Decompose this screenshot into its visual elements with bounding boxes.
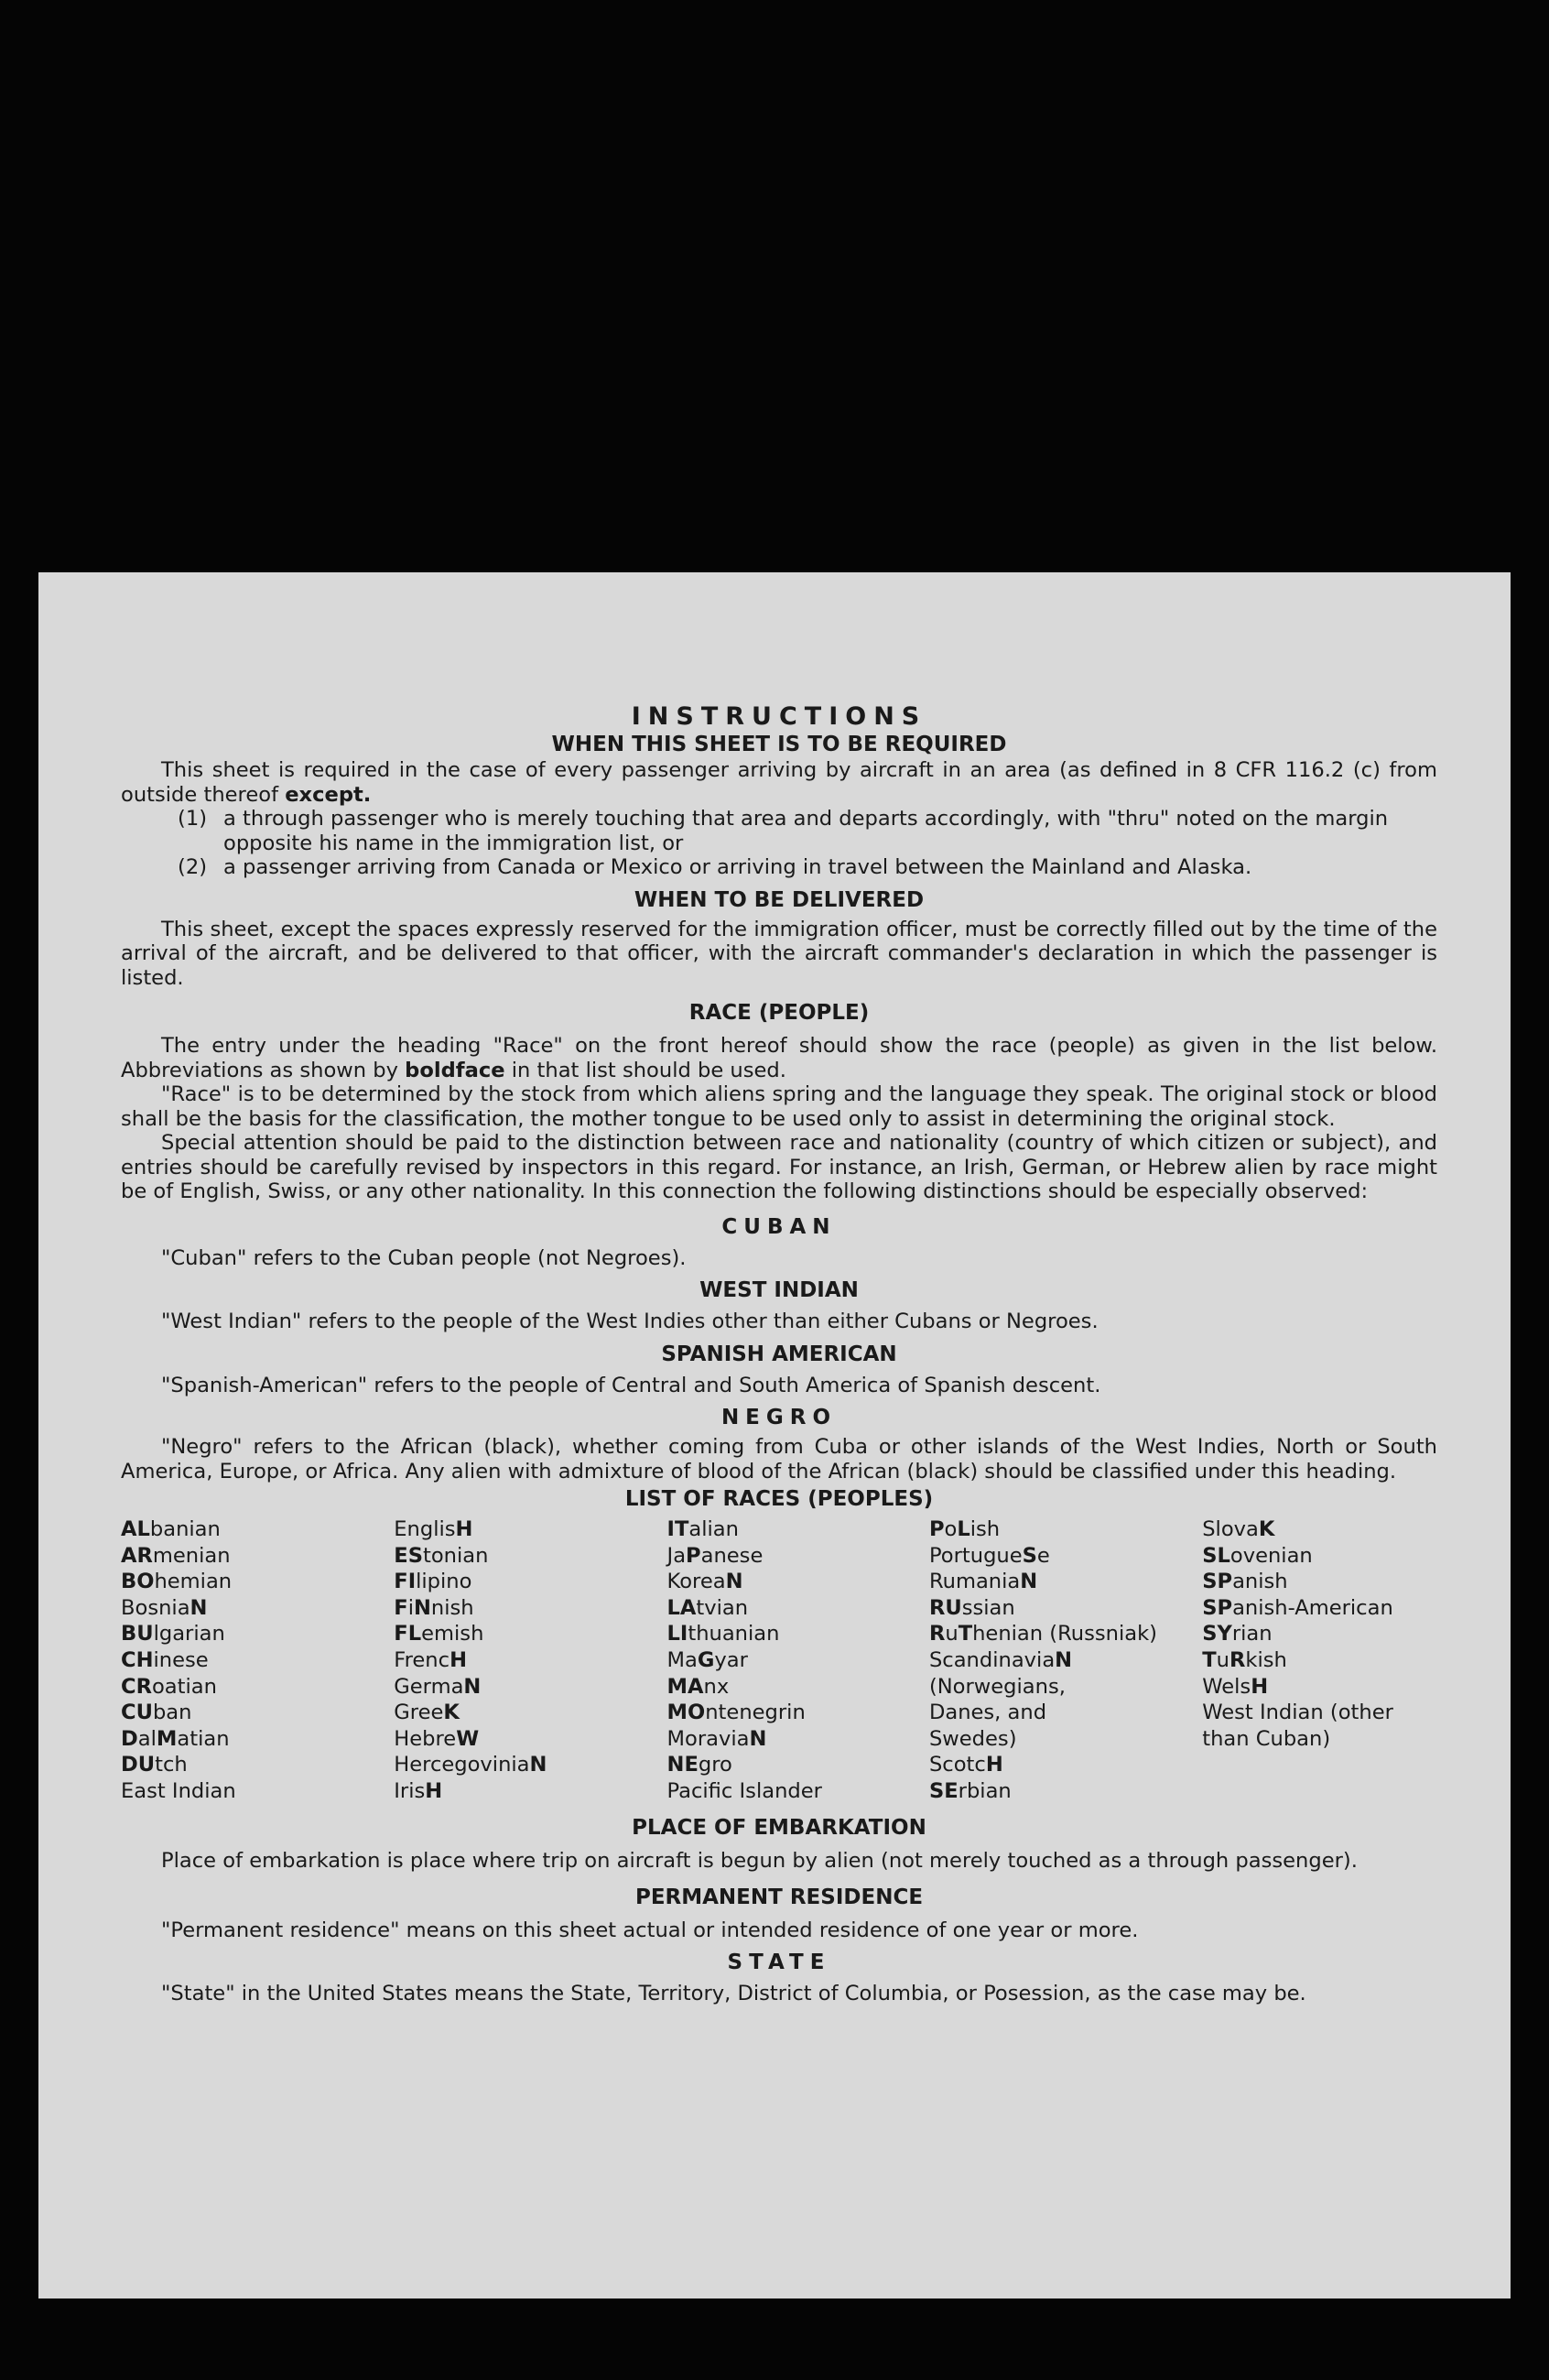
race-abbrev: K	[1258, 1517, 1275, 1541]
race-item	[667, 1778, 929, 1805]
race-item	[1202, 1543, 1437, 1570]
race-text: emish	[421, 1622, 484, 1646]
race-paragraph-2: "Race" is to be determined by the stock from which aliens spring and the language they speak. The original stock or blood shall be the basis for the classification, the mother tongue to be used only to assist in determining the original stock.	[121, 1082, 1437, 1131]
race-abbrev: N	[1020, 1570, 1038, 1594]
race-text: (Norwegians, Danes, and Swedes)	[928, 1674, 1066, 1751]
state-text: "State" in the United States means the State, Territory, District of Columbia, or Posession, as the case may be.	[161, 1981, 1306, 2005]
exception-number: (2)	[178, 855, 208, 879]
race-item	[394, 1647, 666, 1674]
race-text: tvian	[696, 1595, 749, 1620]
race-item	[667, 1674, 929, 1701]
race-p1-after: in that list should be used.	[504, 1058, 786, 1082]
race-item	[121, 1647, 394, 1674]
race-text: Gree	[394, 1701, 444, 1725]
race-text: Englis	[394, 1517, 456, 1541]
race-text: lgarian	[153, 1622, 225, 1646]
race-text: nish	[430, 1595, 474, 1620]
when-required-intro	[121, 758, 1437, 807]
race-text: tonian	[422, 1543, 489, 1568]
race-abbrev: NE	[666, 1753, 699, 1777]
race-abbrev: DU	[121, 1753, 156, 1777]
race-item	[667, 1543, 929, 1570]
heading-west-indian: WEST INDIAN	[699, 1278, 859, 1302]
race-paragraph-3: Special attention should be paid to the distinction between race and nationality (country of which citizen or subject), and entries should be carefully revised by inspectors in this regard. For instance, an Irish, German, or Hebrew alien by race might be of English, Swiss, or any other nationality. In this connection the following distinctions should be especially observed:	[121, 1131, 1437, 1203]
exception-text: a passenger arriving from Canada or Mexico or arriving in travel between the Mainland and Alaska.	[223, 855, 1252, 879]
race-text: Scotc	[928, 1753, 986, 1777]
heading-cuban: CUBAN	[721, 1214, 837, 1239]
race-abbrev: H	[985, 1753, 1003, 1777]
race-item	[394, 1778, 666, 1805]
heading-when-delivered: WHEN TO BE DELIVERED	[634, 887, 925, 912]
race-text: Hebre	[394, 1726, 457, 1751]
exception-list	[121, 807, 1437, 880]
races-column	[1202, 1516, 1437, 1805]
race-abbrev: FI	[394, 1570, 417, 1594]
exception-item	[121, 807, 1437, 855]
race-text: Korea	[666, 1570, 726, 1594]
heading-when-required: WHEN THIS SHEET IS TO BE REQUIRED	[551, 733, 1007, 756]
race-text: kish	[1245, 1647, 1287, 1672]
cuban-text: "Cuban" refers to the Cuban people (not Negroes).	[161, 1245, 687, 1270]
races-column	[667, 1516, 929, 1805]
permanent-residence-text: "Permanent residence" means on this sheet actual or intended residence of one year or more.	[161, 1918, 1139, 1943]
race-text: oatian	[151, 1674, 217, 1699]
instruction-sheet	[38, 572, 1511, 2298]
race-item	[929, 1595, 1202, 1622]
race-item	[121, 1726, 394, 1753]
races-column	[121, 1516, 394, 1805]
race-abbrev: H	[425, 1778, 443, 1803]
race-abbrev: L	[957, 1517, 970, 1541]
race-abbrev: P	[928, 1517, 945, 1541]
race-text: atian	[177, 1726, 230, 1751]
race-abbrev: AR	[121, 1543, 153, 1568]
race-abbrev: S	[1022, 1543, 1037, 1568]
race-text: thuanian	[688, 1622, 780, 1646]
race-abbrev: BU	[121, 1622, 154, 1646]
race-item	[929, 1516, 1202, 1543]
race-item	[394, 1621, 666, 1647]
race-text: alian	[688, 1517, 739, 1541]
race-abbrev: T	[1202, 1647, 1217, 1672]
when-delivered-text: This sheet, except the spaces expressly reserved for the immigration officer, must be correctly filled out by the time of the arrival of the aircraft, and be delivered to that officer, with the aircraft commander's declaration in which the passenger is listed.	[121, 917, 1437, 990]
race-text: anish-American	[1232, 1595, 1393, 1620]
race-text: Bosnia	[121, 1595, 190, 1620]
race-text: Moravia	[666, 1726, 750, 1751]
race-item	[394, 1569, 666, 1595]
race-item	[121, 1752, 394, 1778]
race-abbrev: BO	[121, 1570, 155, 1594]
race-abbrev: N	[749, 1726, 767, 1751]
spanish-american-text: "Spanish-American" refers to the people of Central and South America of Spanish descent.	[161, 1373, 1101, 1397]
race-text: Scandinavia	[928, 1647, 1056, 1672]
race-text: menian	[152, 1543, 231, 1568]
race-abbrev: T	[958, 1622, 973, 1646]
race-item	[667, 1516, 929, 1543]
race-text: nx	[703, 1674, 730, 1699]
race-p1-before: The entry under the heading "Race" on the front hereof should show the race (people) as given in the list below. Abbreviations as shown by	[121, 1034, 1437, 1082]
race-item	[394, 1543, 666, 1570]
heading-permanent-residence: PERMANENT RESIDENCE	[634, 1886, 924, 1910]
race-item	[121, 1516, 394, 1543]
race-abbrev: FL	[394, 1622, 422, 1646]
race-item	[929, 1569, 1202, 1595]
race-item	[1202, 1621, 1437, 1647]
race-abbrev: CR	[121, 1674, 152, 1699]
race-abbrev: F	[394, 1595, 408, 1620]
race-text: Portugue	[928, 1543, 1023, 1568]
race-item	[929, 1647, 1202, 1752]
race-item	[121, 1543, 394, 1570]
race-item	[667, 1569, 929, 1595]
race-text: u	[945, 1622, 959, 1646]
race-item	[929, 1621, 1202, 1647]
race-abbrev: R	[1229, 1647, 1246, 1672]
race-text: rbian	[958, 1778, 1012, 1803]
race-item	[929, 1778, 1202, 1805]
race-abbrev: H	[455, 1517, 473, 1541]
race-abbrev: M	[156, 1726, 178, 1751]
race-item	[929, 1752, 1202, 1778]
race-item	[394, 1700, 666, 1726]
race-item	[121, 1674, 394, 1701]
race-item	[394, 1752, 666, 1778]
race-text: inese	[153, 1647, 209, 1672]
race-abbrev: CU	[121, 1701, 153, 1725]
race-abbrev: G	[697, 1647, 715, 1672]
race-abbrev: D	[121, 1726, 138, 1751]
race-text: Germa	[394, 1674, 464, 1699]
race-abbrev: H	[1251, 1674, 1269, 1699]
race-text: banian	[149, 1517, 221, 1541]
race-text: ovenian	[1229, 1543, 1313, 1568]
race-text: hemian	[154, 1570, 233, 1594]
race-item	[929, 1543, 1202, 1570]
race-item	[1202, 1516, 1437, 1543]
races-column	[929, 1516, 1202, 1805]
race-abbrev: R	[928, 1622, 946, 1646]
heading-race: RACE (PEOPLE)	[688, 1001, 870, 1025]
race-text: gro	[698, 1753, 732, 1777]
race-abbrev: SP	[1202, 1595, 1233, 1620]
race-text: Slova	[1202, 1517, 1259, 1541]
heading-negro: NEGRO	[720, 1406, 838, 1429]
race-text: yar	[714, 1647, 748, 1672]
west-indian-text: "West Indian" refers to the people of the West Indies other than either Cubans or Negroes.	[161, 1310, 1099, 1333]
race-abbrev: LA	[666, 1595, 697, 1620]
race-text: anese	[700, 1543, 764, 1568]
when-required-intro-text: This sheet is required in the case of every passenger arriving by aircraft in an area (as defined in 8 CFR 116.2 (c) from outside thereof	[121, 758, 1437, 807]
race-abbrev: SE	[928, 1778, 959, 1803]
embarkation-text: Place of embarkation is place where trip on aircraft is begun by alien (not merely touched as a through passenger).	[161, 1848, 1358, 1873]
race-text: tch	[155, 1753, 188, 1777]
race-item	[121, 1595, 394, 1622]
race-text: Hercegovinia	[394, 1753, 530, 1777]
race-item	[121, 1700, 394, 1726]
race-item	[394, 1516, 666, 1543]
exception-item	[121, 855, 1437, 880]
page-title: INSTRUCTIONS	[631, 702, 927, 731]
race-abbrev: AL	[121, 1517, 150, 1541]
race-item	[1202, 1700, 1437, 1752]
race-text: Frenc	[394, 1647, 450, 1672]
exception-text: a through passenger who is merely touching that area and departs accordingly, with "thru" noted on the margin opposite his name in the immigration list, or	[223, 807, 1389, 855]
race-text: Ma	[666, 1647, 698, 1672]
race-text: ban	[152, 1701, 192, 1725]
race-item	[1202, 1569, 1437, 1595]
race-text: Pacific Islander	[666, 1778, 822, 1803]
race-item	[1202, 1595, 1437, 1622]
race-text: u	[1216, 1647, 1229, 1672]
race-text: Rumania	[928, 1570, 1021, 1594]
race-abbrev: ES	[394, 1543, 423, 1568]
negro-text: "Negro" refers to the African (black), whether coming from Cuba or other islands of the West Indies, North or South America, Europe, or Africa. Any alien with admixture of blood of the African (black) should be classified under this heading.	[121, 1435, 1437, 1483]
race-abbrev: LI	[666, 1622, 688, 1646]
race-item	[667, 1621, 929, 1647]
races-list	[121, 1516, 1437, 1805]
race-item	[394, 1674, 666, 1701]
race-abbrev: SL	[1202, 1543, 1230, 1568]
race-text: e	[1036, 1543, 1050, 1568]
race-paragraph-1	[121, 1034, 1437, 1082]
race-p1-bold: boldface	[405, 1058, 505, 1082]
race-abbrev: W	[456, 1726, 480, 1751]
exception-number: (1)	[178, 807, 208, 831]
race-text: anish	[1232, 1570, 1288, 1594]
race-text: ssian	[961, 1595, 1015, 1620]
race-text: Wels	[1202, 1674, 1251, 1699]
race-text: al	[137, 1726, 157, 1751]
race-abbrev: SY	[1202, 1622, 1232, 1646]
race-abbrev: CH	[121, 1647, 154, 1672]
heading-spanish-american: SPANISH AMERICAN	[661, 1342, 897, 1366]
race-text: West Indian (other than Cuban)	[1202, 1701, 1393, 1751]
race-abbrev: K	[443, 1701, 460, 1725]
race-text: ish	[969, 1517, 1001, 1541]
race-item	[667, 1726, 929, 1753]
race-item	[121, 1778, 394, 1805]
race-abbrev: RU	[928, 1595, 962, 1620]
heading-state: STATE	[727, 1950, 831, 1974]
race-item	[1202, 1674, 1437, 1701]
race-abbrev: N	[1055, 1647, 1073, 1672]
race-abbrev: MO	[666, 1701, 706, 1725]
race-abbrev: N	[529, 1753, 547, 1777]
heading-embarkation: PLACE OF EMBARKATION	[632, 1815, 926, 1840]
race-abbrev: N	[413, 1595, 431, 1620]
race-text: ntenegrin	[705, 1701, 806, 1725]
when-required-intro-bold: except.	[285, 782, 372, 807]
race-abbrev: N	[190, 1595, 208, 1620]
race-abbrev: MA	[666, 1674, 704, 1699]
race-item	[667, 1647, 929, 1674]
race-text: rian	[1231, 1622, 1273, 1646]
race-text: henian (Russniak)	[972, 1622, 1157, 1646]
race-text: i	[407, 1595, 414, 1620]
race-item	[121, 1569, 394, 1595]
race-abbrev: P	[686, 1543, 701, 1568]
race-text: East Indian	[121, 1778, 236, 1803]
race-item	[394, 1726, 666, 1753]
heading-list-of-races: LIST OF RACES (PEOPLES)	[624, 1487, 934, 1511]
race-text: Ja	[666, 1543, 687, 1568]
race-abbrev: IT	[666, 1517, 689, 1541]
race-item	[667, 1700, 929, 1726]
race-text: Iris	[394, 1778, 426, 1803]
race-item	[667, 1595, 929, 1622]
race-item	[394, 1595, 666, 1622]
race-text: o	[944, 1517, 958, 1541]
race-item	[121, 1621, 394, 1647]
race-abbrev: N	[725, 1570, 743, 1594]
race-abbrev: SP	[1202, 1570, 1233, 1594]
race-text: lipino	[416, 1570, 472, 1594]
races-column	[394, 1516, 666, 1805]
race-abbrev: N	[463, 1674, 482, 1699]
race-item	[1202, 1647, 1437, 1674]
race-item	[667, 1752, 929, 1778]
race-abbrev: H	[450, 1647, 467, 1672]
